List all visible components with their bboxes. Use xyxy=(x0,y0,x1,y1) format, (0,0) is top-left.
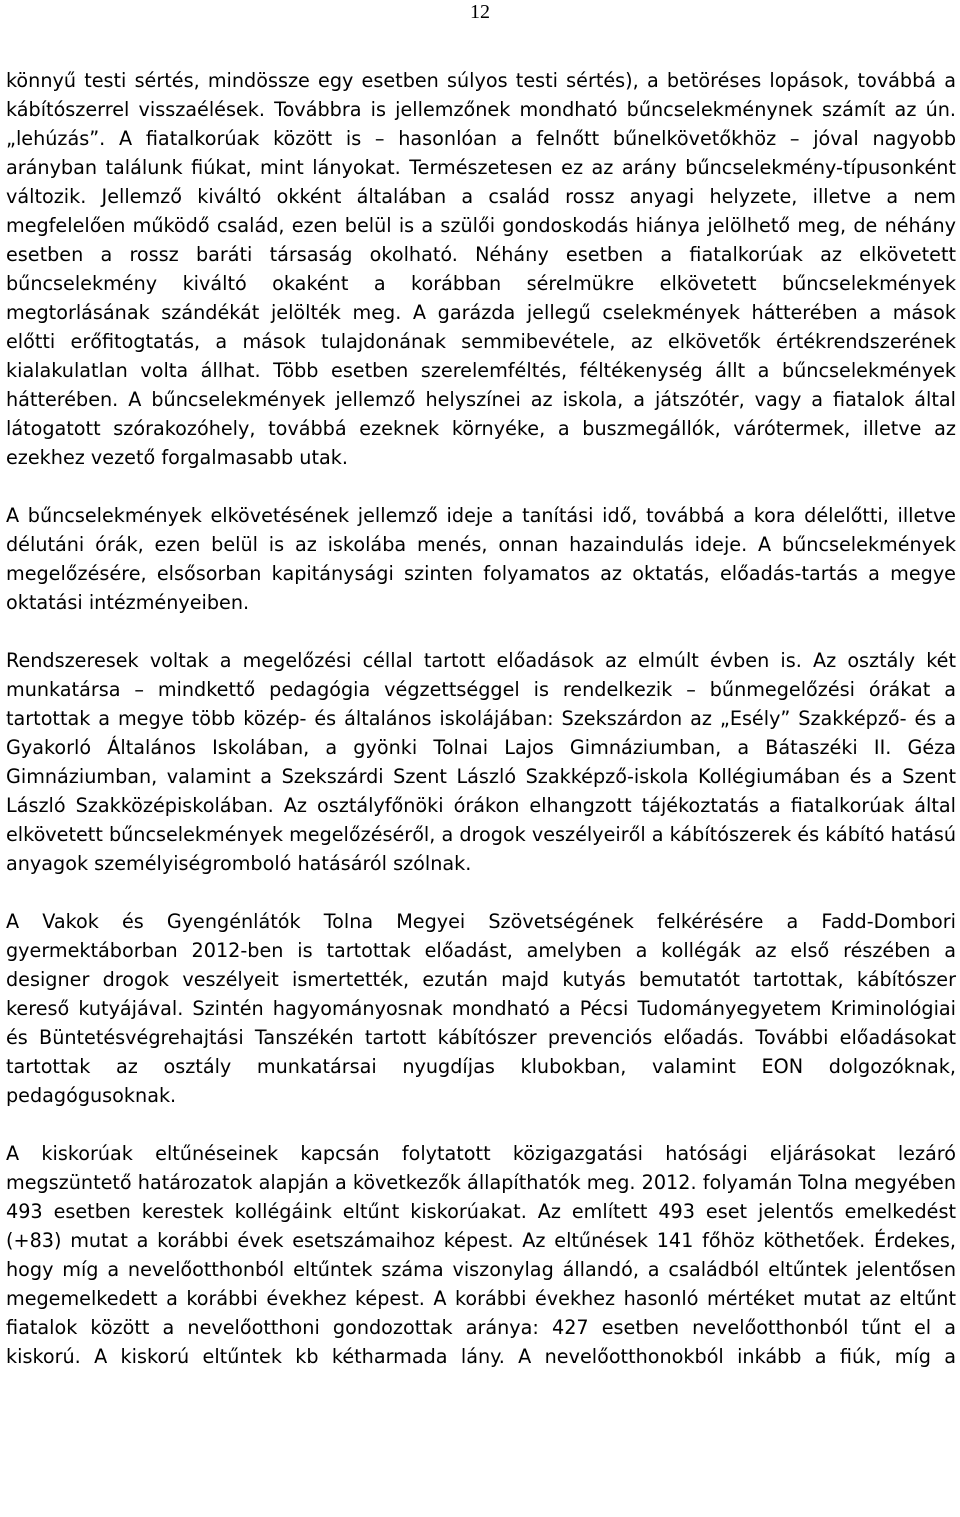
paragraph-offenses: könnyű testi sértés, mindössze egy esetben súlyos testi sértés), a betöréses lopások, továbbá a kábítószerrel visszaélések. Továbbra is jellemzőnek mondható bűncselekménynek számít az ún. „lehúzás”. A fiatalkorúak között is – hasonlóan a felnőtt bűnelkövetőkhöz – jóval nagyobb arányban találunk fiúkat, mint lányokat. Természetesen ez az arány bűncselekmény-típusonként változik. Jellemző kiváltó okként általában a család rossz anyagi helyzete, illetve a nem megfelelően működő család, ezen belül is a szülői gondoskodás hiánya jelölhető meg, de néhány esetben a rossz baráti társaság okolható. Néhány esetben a fiatalkorúak az elkövetett bűncselekmény kiváltó okaként a korábban sérelmükre elkövetett bűncselekmények megtorlásának szándékát jelölték meg. A garázda jellegű cselekmények hátterében a mások előtti erőfitogtatás, a mások tulajdonának semmibevétele, az elkövetők értékrendszerének kialakulatlan volta állhat. Több esetben szerelemféltés, féltékenység állt a bűncselekmények hátterében. A bűncselekmények jellemző helyszínei az iskola, a játszótér, vagy a fiatalok által látogatott szórakozóhely, továbbá ezeknek környéke, a buszmegállók, várótermek, illetve az ezekhez vezető forgalmasabb utak. xyxy=(6,69,956,469)
page-number: 12 xyxy=(470,1,490,23)
paragraph-missing-minors: A kiskorúak eltűnéseinek kapcsán folytatott közigazgatási hatósági eljárásokat lezáró megszüntető határozatok alapján a következők állapíthatók meg. 2012. folyamán Tolna megyében 493 esetben kerestek kollégáink eltűnt kiskorúakat. Az említett 493 eset jelentős emelkedést (+83) mutat a korábbi évek esetszámaihoz képest. Az eltűnések 141 főhöz köthetőek. Érdekes, hogy míg a nevelőotthonból eltűntek száma viszonylag állandó, a családból eltűntek jelentősen megemelkedett a korábbi évekhez képest. A korábbi évekhez hasonló mértéket mutat az eltűnt fiatalok között a nevelőotthoni gondozottak aránya: 427 esetben nevelőotthonból tűnt el a kiskorú. A kiskorú eltűntek kb kétharmada lány. A nevelőotthonokból inkább a fiúk, míg a xyxy=(6,1142,956,1368)
paragraph-prevention-lectures: Rendszeresek voltak a megelőzési céllal tartott előadások az elmúlt évben is. Az osztály két munkatársa – mindkettő pedagógia végzettséggel is rendelkezik – bűnmegelőzési órákat a tartottak a megye több közép- és általános iskolájában: Szekszárdon az „Esély” Szakképző- és a Gyakorló Általános Iskolában, a gyönki Tolnai Lajos Gimnáziumban, a Bátaszéki II. Géza Gimnáziumban, valamint a Szekszárdi Szent László Szakképző-iskola Kollégiumában és a Szent László Szakközépiskolában. Az osztályfőnöki órákon elhangzott tájékoztatás a fiatalkorúak által elkövetett bűncselekmények megelőzéséről, a drogok veszélyeiről a kábítószerek és kábító hatású anyagok személyiségromboló hatásáról szólnak. xyxy=(6,649,956,875)
paragraph-additional-lectures: A Vakok és Gyengénlátók Tolna Megyei Szövetségének felkérésére a Fadd-Dombori gyermektáborban 2012-ben is tartottak előadást, amelyben a kollégák az első részében a designer drogok veszélyeit ismertették, ezután majd kutyás bemutatót tartottak, kábítószer kereső kutyájával. Szintén hagyományosnak mondható a Pécsi Tudományegyetem Kriminológiai és Büntetésvégrehajtási Tanszékén tartott kábítószer prevenciós előadás. További előadásokat tartottak az osztály munkatársai nyugdíjas klubokban, valamint EON dolgozóknak, pedagógusoknak. xyxy=(6,910,956,1107)
paragraph-offense-timing: A bűncselekmények elkövetésének jellemző ideje a tanítási idő, továbbá a kora délelőtti, illetve délutáni órák, ezen belül is az iskolába menés, onnan hazaindulás ideje. A bűncselekmények megelőzésére, elsősorban kapitánysági szinten folyamatos az oktatás, előadás-tartás a megye oktatási intézményeiben. xyxy=(6,504,956,614)
document-body xyxy=(6,66,956,1371)
